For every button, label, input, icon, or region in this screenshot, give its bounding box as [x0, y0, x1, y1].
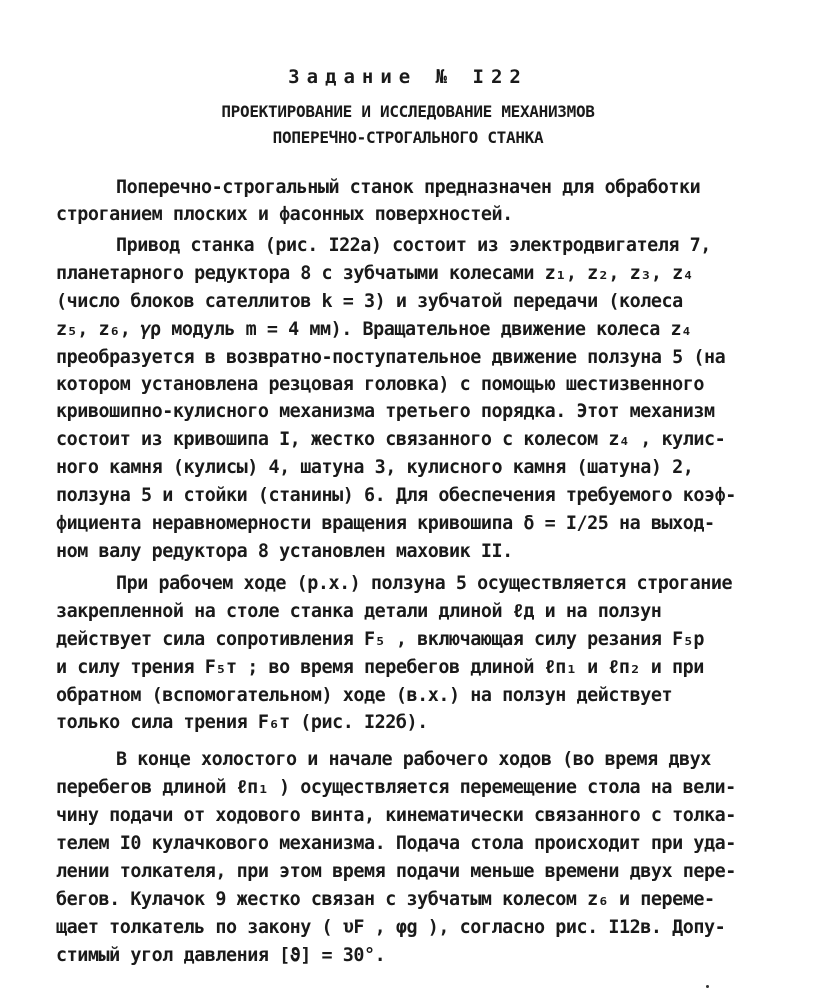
text-line: стимый угол давления [ϑ] = 30°.: [56, 945, 386, 966]
text-line: состоит из кривошипа I, жестко связанного с колесом z₄ , кулис-: [56, 429, 726, 450]
text-line: В конце холостого и начале рабочего ходов (во время двух: [116, 749, 711, 770]
text-line: ного камня (кулисы) 4, шатуна 3, кулисного камня (шатуна) 2,: [56, 457, 694, 478]
text-line: обратном (вспомогательном) ходе (в.х.) на ползун действует: [56, 685, 673, 706]
text-line: перебегов длиной ℓп₁ ) осуществляется перемещение стола на вели-: [56, 777, 736, 798]
document-title-line-1: ПРОЕКТИРОВАНИЕ И ИССЛЕДОВАНИЕ МЕХАНИЗМОВ: [221, 102, 595, 121]
text-line: щает толкатель по закону ( υF , φg ), согласно рис. I12в. Допу-: [56, 917, 726, 938]
text-line: (число блоков сателлитов k = 3) и зубчатой передачи (колеса: [56, 291, 683, 312]
text-line: фициента неравномерности вращения кривошипа δ = I/25 на выход-: [56, 513, 715, 534]
document-title-line-2: ПОПЕРЕЧНО-СТРОГАЛЬНОГО СТАНКА: [272, 128, 544, 147]
text-line: действует сила сопротивления F₅ , включающая силу резания F₅р: [56, 629, 704, 650]
text-line: только сила трения F₆т (рис. I22б).: [56, 712, 428, 733]
text-line: ползуна 5 и стойки (станины) 6. Для обеспечения требуемого коэф-: [56, 485, 736, 506]
text-line: z₅, z₆, 𝛾ρ модуль m = 4 мм). Вращательное движение колеса z₄: [56, 319, 692, 340]
text-line: строганием плоских и фасонных поверхностей.: [56, 204, 513, 225]
text-line: лении толкателя, при этом время подачи меньше времени двух пере-: [56, 861, 736, 882]
text-line: бегов. Кулачок 9 жестко связан с зубчатым колесом z₆ и переме-: [56, 889, 715, 910]
text-line: и силу трения F₅т ; во время перебегов длиной ℓп₁ и ℓп₂ и при: [56, 657, 704, 678]
text-line: котором установлена резцовая головка) с помощью шестизвенного: [56, 374, 704, 395]
text-line: преобразуется в возвратно-поступательное движение ползуна 5 (на: [56, 347, 726, 368]
text-line: закрепленной на столе станка детали длиной ℓд и на ползун: [56, 601, 662, 622]
text-line: кривошипно-кулисного механизма третьего порядка. Этот механизм: [56, 401, 715, 422]
text-line: При рабочем ходе (р.х.) ползуна 5 осуществляется строгание: [116, 573, 733, 594]
text-line: чину подачи от ходового винта, кинематически связанного с толка-: [56, 805, 736, 826]
text-line: Поперечно-строгальный станок предназначен для обработки: [116, 177, 701, 198]
text-line: Привод станка (рис. I22а) состоит из электродвигателя 7,: [116, 235, 711, 256]
scan-speck: [706, 985, 709, 988]
text-line: планетарного редуктора 8 с зубчатыми колесами z₁, z₂, z₃, z₄: [56, 263, 694, 284]
task-number-heading: Задание № I22: [288, 66, 528, 88]
text-line: ном валу редуктора 8 установлен маховик II.: [56, 541, 513, 562]
text-line: телем I0 кулачкового механизма. Подача стола происходит при уда-: [56, 833, 736, 854]
